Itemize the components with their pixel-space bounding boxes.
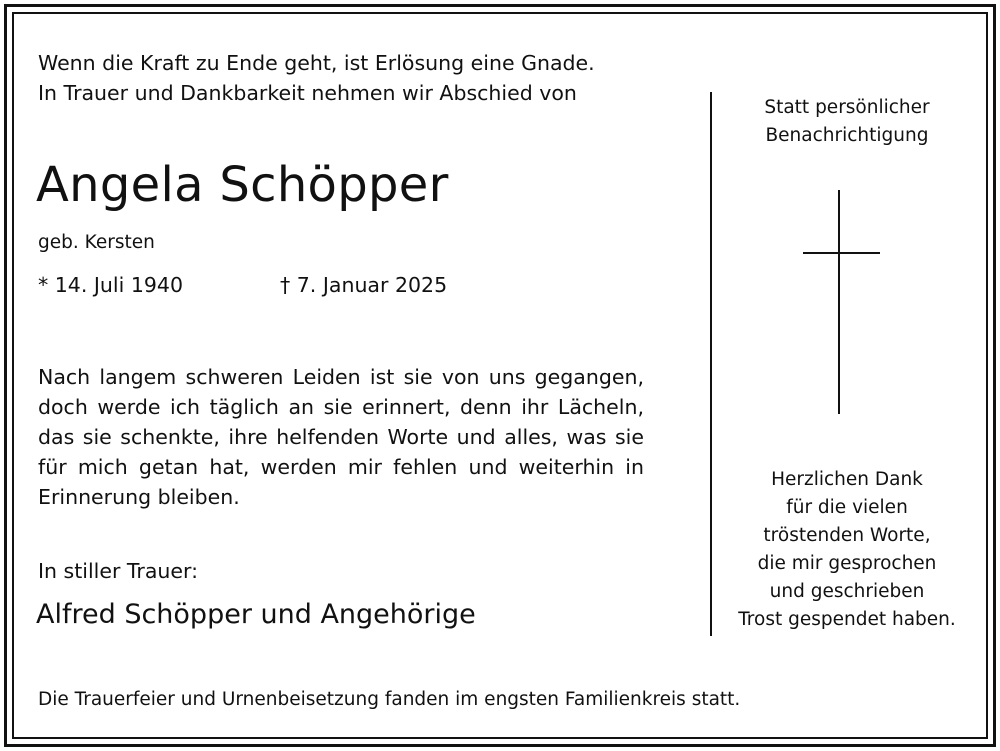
intro-line-2: In Trauer und Dankbarkeit nehmen wir Abschied von [38,81,577,105]
birth-date: * 14. Juli 1940 [38,273,184,297]
funeral-note: Die Trauerfeier und Urnenbeisetzung fanden im engsten Familienkreis statt. [38,689,741,710]
birth-name: geb. Kersten [38,232,155,253]
thanks-line: für die vielen [786,497,908,518]
memorial-text-line: Erinnerung bleiben. [38,485,240,509]
thanks-line: Herzlichen Dank [771,469,923,490]
mourners-signature: Alfred Schöpper und Angehörige [36,599,476,630]
thanks-block [714,466,980,634]
cross-horizontal-bar [803,252,880,254]
notice-block [714,94,980,150]
thanks-line: tröstenden Worte, [763,525,931,546]
memorial-text [38,362,644,512]
death-date: † 7. Januar 2025 [280,273,448,297]
intro-line-1: Wenn die Kraft zu Ende geht, ist Erlösung eine Gnade. [38,51,595,75]
thanks-line: die mir gesprochen [757,553,937,574]
thanks-line: und geschrieben [769,581,925,602]
deceased-name: Angela Schöpper [36,157,449,213]
memorial-text-line: doch werde ich täglich an sie erinnert, denn ihr Lächeln, [38,395,644,419]
notice-line: Statt persönlicher [764,97,930,118]
cross-vertical-bar [838,190,840,414]
memorial-text-line: für mich getan hat, werden mir fehlen und weiterhin in [38,455,644,479]
thanks-line: Trost gespendet haben. [738,609,956,630]
notice-line: Benachrichtigung [765,125,929,146]
mourning-label: In stiller Trauer: [38,559,198,583]
memorial-text-line: das sie schenkte, ihre helfenden Worte und alles, was sie [38,425,644,449]
column-divider [710,92,712,636]
memorial-text-line: Nach langem schweren Leiden ist sie von uns gegangen, [38,365,644,389]
